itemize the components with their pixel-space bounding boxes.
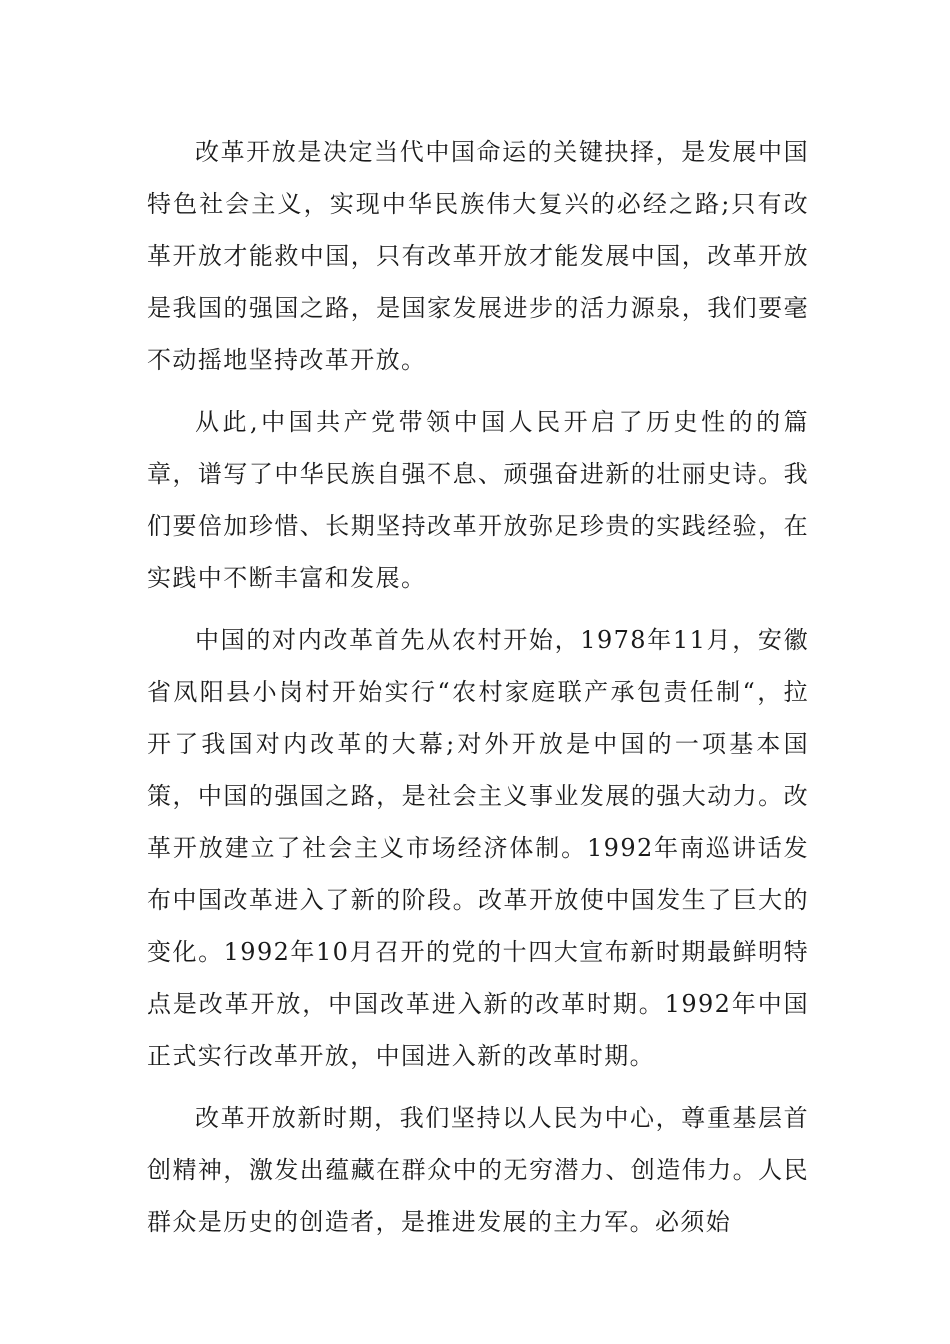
paragraph-3: 中国的对内改革首先从农村开始，1978年11月，安徽省凤阳县小岗村开始实行“农村家庭联产承包责任制“，拉开了我国对内改革的大幕;对外开放是中国的一项基本国策，中国的强国之路，是社会主义事业发展的强大动力。改革开放建立了社会主义市场经济体制。1992年南巡讲话发布中国改革进入了新的阶段。改革开放使中国发生了巨大的变化。1992年10月召开的党的十四大宣布新时期最鲜明特点是改革开放，中国改革进入新的改革时期。1992年中国正式实行改革开放，中国进入新的改革时期。 bbox=[147, 626, 809, 1070]
paragraph-1: 改革开放是决定当代中国命运的关键抉择，是发展中国特色社会主义，实现中华民族伟大复兴的必经之路;只有改革开放才能救中国，只有改革开放才能发展中国，改革开放是我国的强国之路，是国家发展进步的活力源泉，我们要毫不动摇地坚持改革开放。 bbox=[147, 138, 809, 374]
document-body bbox=[147, 126, 809, 1248]
paragraph-4: 改革开放新时期，我们坚持以人民为中心，尊重基层首创精神，激发出蕴藏在群众中的无穷潜力、创造伟力。人民群众是历史的创造者，是推进发展的主力军。必须始 bbox=[147, 1104, 809, 1236]
paragraph-2: 从此,中国共产党带领中国人民开启了历史性的的篇章，谱写了中华民族自强不息、顽强奋进新的壮丽史诗。我们要倍加珍惜、长期坚持改革开放弥足珍贵的实践经验，在实践中不断丰富和发展。 bbox=[147, 408, 809, 592]
